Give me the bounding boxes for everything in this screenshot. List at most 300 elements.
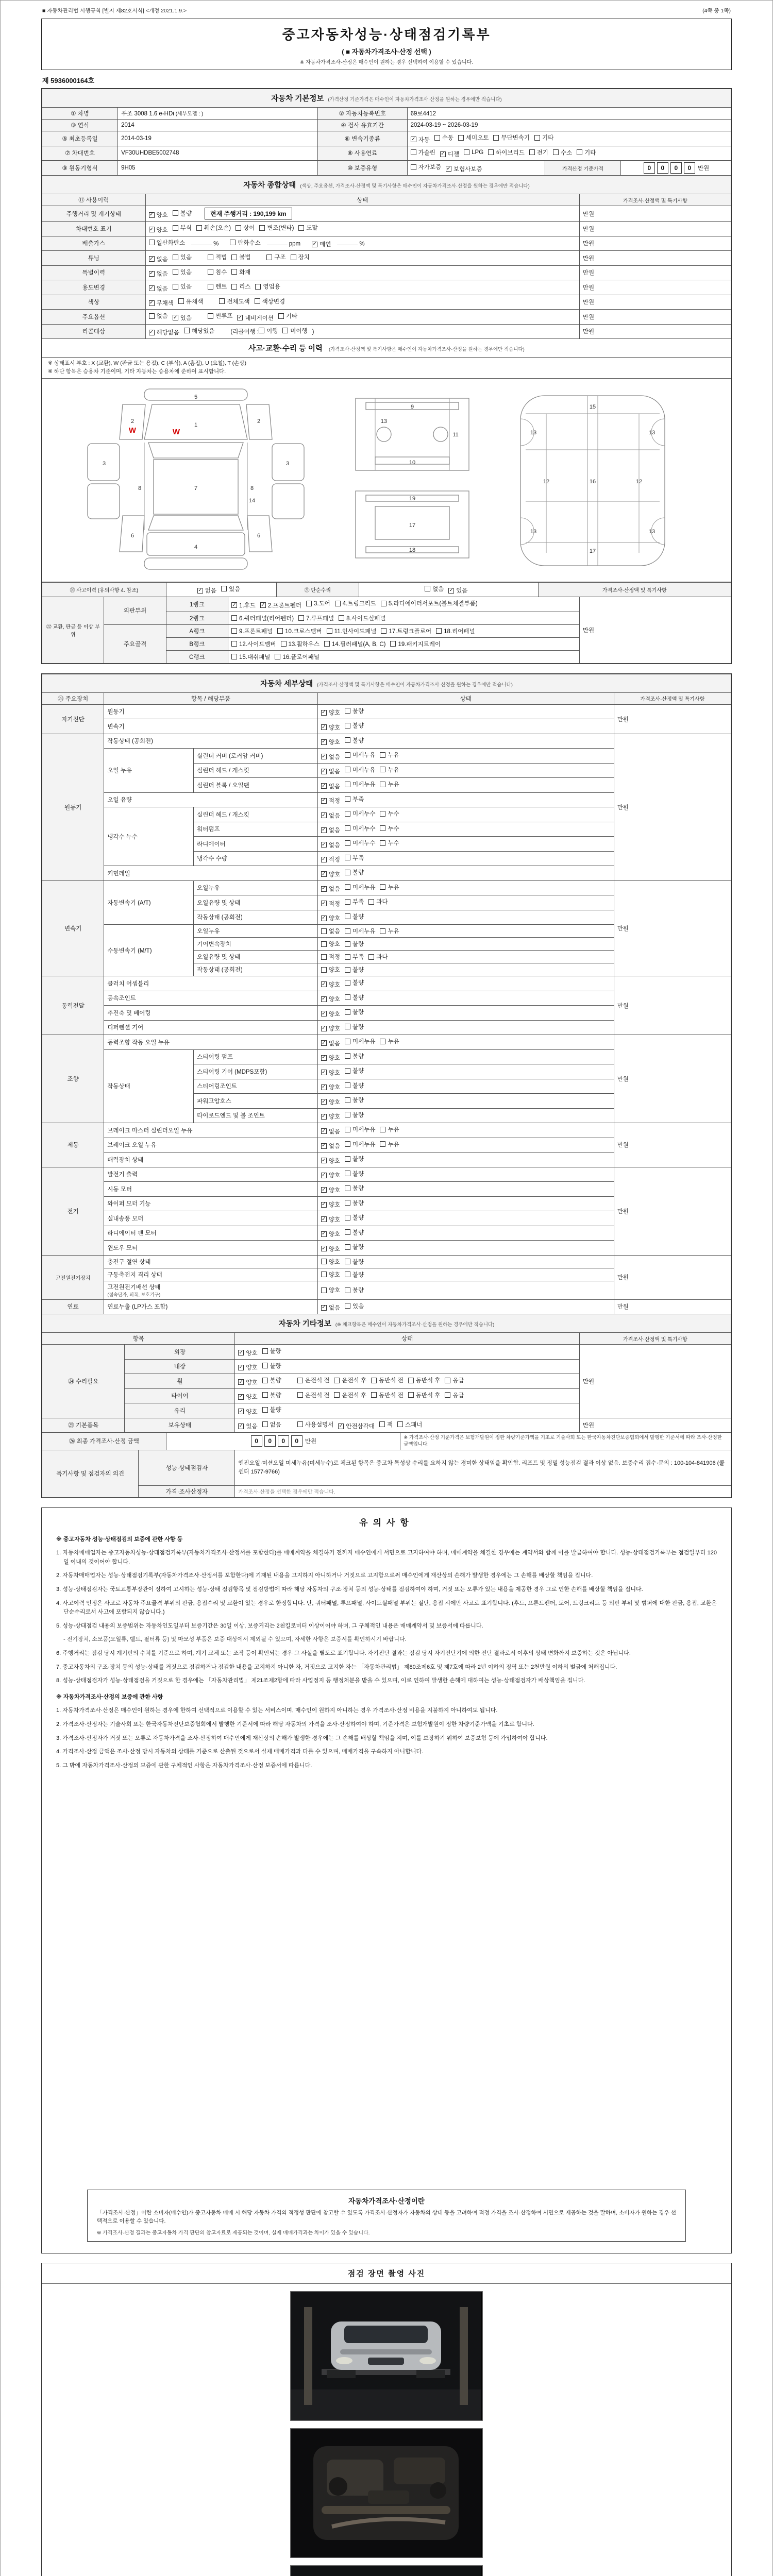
checkbox[interactable] — [297, 1391, 330, 1399]
checkbox[interactable] — [553, 148, 572, 157]
checkbox[interactable] — [381, 599, 478, 607]
checkbox[interactable] — [321, 1186, 340, 1194]
checkbox[interactable] — [321, 811, 340, 820]
checkbox[interactable] — [321, 1157, 340, 1165]
checkbox-box-icon — [231, 269, 237, 275]
checkbox[interactable] — [321, 1054, 340, 1062]
checkbox[interactable] — [345, 1125, 375, 1133]
checkbox[interactable] — [411, 163, 441, 171]
checkbox[interactable] — [149, 328, 179, 336]
value-cell — [579, 222, 731, 236]
checkbox[interactable] — [380, 751, 399, 759]
checkbox[interactable] — [380, 927, 399, 935]
checkbox[interactable] — [379, 1420, 393, 1429]
checkbox[interactable] — [259, 224, 294, 232]
checkbox[interactable] — [345, 927, 375, 935]
checkbox-box-icon — [345, 913, 350, 919]
checkbox[interactable] — [275, 653, 320, 661]
checkbox[interactable] — [345, 1286, 364, 1294]
cell-text: 주요골격 — [123, 641, 147, 648]
checkbox[interactable] — [345, 1037, 375, 1045]
checkbox[interactable] — [334, 1376, 366, 1384]
page-number: (4쪽 중 1쪽) — [702, 8, 731, 14]
checkbox[interactable] — [345, 1023, 364, 1031]
table-row — [42, 976, 731, 991]
checkbox[interactable] — [380, 780, 399, 788]
checkbox[interactable] — [208, 253, 227, 261]
cell-text: 연료 — [67, 1304, 79, 1311]
checkbox[interactable] — [321, 1215, 340, 1224]
checkbox-label: 있음 — [180, 255, 192, 261]
cell-text: 스티어링 기어 (MDPS포함) — [197, 1069, 267, 1075]
checkbox[interactable] — [321, 1286, 340, 1294]
value-cell — [235, 1359, 580, 1374]
checkbox[interactable] — [380, 1140, 399, 1148]
checkbox-label: 누유 — [388, 928, 399, 935]
checkbox[interactable] — [345, 1066, 364, 1075]
checkbox[interactable] — [345, 1111, 364, 1119]
checkbox[interactable] — [345, 751, 375, 759]
checkbox[interactable] — [238, 1422, 257, 1430]
value-cell — [317, 1299, 614, 1314]
checkbox[interactable] — [534, 133, 553, 142]
checkbox[interactable] — [219, 297, 249, 306]
checkbox[interactable] — [262, 1376, 281, 1384]
text: % — [359, 241, 365, 247]
checkbox[interactable] — [149, 239, 186, 247]
label-cell — [104, 624, 166, 663]
checkbox[interactable] — [321, 738, 340, 746]
label-cell — [42, 310, 146, 325]
checkbox[interactable] — [345, 1140, 375, 1148]
checkbox[interactable] — [298, 224, 317, 232]
text: 만원 — [303, 1438, 317, 1445]
checkbox[interactable] — [345, 721, 364, 730]
label-cell — [42, 194, 146, 206]
label-cell — [42, 1433, 166, 1450]
checkbox[interactable] — [345, 780, 375, 788]
checkbox[interactable] — [345, 1052, 364, 1060]
checkbox-label: 해당없음 — [156, 330, 179, 336]
overall-condition-table — [42, 175, 731, 339]
checkbox[interactable] — [238, 1363, 257, 1371]
checkbox[interactable] — [381, 627, 431, 635]
checkbox[interactable] — [577, 148, 596, 157]
checkbox[interactable] — [282, 327, 307, 335]
checkbox[interactable] — [321, 980, 340, 989]
checkbox[interactable] — [446, 165, 482, 173]
checkbox[interactable] — [260, 601, 301, 609]
section-note: (※ 체크항목은 매수인이 자동차가격조사·산정을 원하는 경우에만 적습니다) — [335, 1322, 495, 1328]
cell-text: 내장 — [174, 1364, 186, 1370]
checkbox[interactable] — [262, 1391, 281, 1399]
checkbox-box-icon — [255, 284, 261, 290]
checkbox[interactable] — [448, 586, 467, 595]
cell-text: 연료누출 (LP가스 포함) — [107, 1304, 168, 1311]
checkbox[interactable] — [321, 1039, 340, 1047]
checkbox[interactable] — [345, 1096, 364, 1104]
cell-text: 실내송풍 모터 — [107, 1215, 144, 1222]
checkbox[interactable] — [231, 627, 273, 635]
checkbox[interactable] — [238, 1349, 257, 1357]
cell-text: 만원 — [582, 270, 595, 277]
checkbox[interactable] — [262, 1347, 281, 1355]
checkbox[interactable] — [345, 839, 375, 847]
checkbox[interactable] — [321, 767, 340, 775]
checkbox-box-icon — [321, 1259, 327, 1264]
checkbox-label: 양호 — [328, 1011, 340, 1018]
checkbox[interactable] — [321, 841, 340, 849]
value-cell — [104, 1196, 317, 1211]
value-cell — [359, 582, 539, 597]
checkbox[interactable] — [321, 1098, 340, 1106]
checkbox[interactable] — [173, 209, 192, 217]
cell-text: 동력전달 — [61, 1003, 85, 1009]
cell-text: 가격조사·산정액 및 특기사항 — [602, 587, 667, 594]
checkbox[interactable] — [321, 1303, 340, 1312]
value-cell — [317, 1123, 614, 1138]
value-cell — [317, 1094, 614, 1109]
checkbox-label: 불량 — [352, 1229, 364, 1236]
checkbox[interactable] — [408, 1391, 441, 1399]
checkbox[interactable] — [380, 883, 399, 891]
checkbox[interactable] — [380, 766, 399, 774]
checkbox[interactable] — [306, 599, 330, 607]
value-cell — [317, 1006, 614, 1021]
cell-text: ⑧ 사용연료 — [347, 150, 378, 157]
value-cell — [579, 1345, 731, 1418]
checkbox[interactable] — [231, 601, 256, 609]
checkbox[interactable] — [321, 965, 340, 974]
checkbox[interactable] — [238, 1408, 257, 1416]
checkbox[interactable] — [335, 599, 376, 607]
checkbox[interactable] — [345, 993, 364, 1002]
checkbox[interactable] — [345, 824, 375, 833]
checkbox[interactable] — [262, 1405, 281, 1414]
checkbox-label: 양호 — [328, 1216, 340, 1223]
checkbox[interactable] — [255, 297, 285, 306]
checkbox[interactable] — [149, 284, 168, 293]
checkbox-label: 미세누유 — [352, 1039, 376, 1045]
checkbox[interactable] — [321, 885, 340, 893]
checkbox[interactable] — [231, 253, 250, 261]
checkbox[interactable] — [488, 148, 525, 157]
damage-mark: W — [128, 426, 137, 435]
checkbox[interactable] — [196, 224, 231, 232]
checkbox[interactable] — [345, 795, 364, 803]
label-cell — [42, 222, 146, 236]
checkbox[interactable] — [345, 1258, 364, 1266]
cell-text: 실린더 헤드 / 개스킷 — [197, 768, 249, 774]
checkbox[interactable] — [321, 900, 340, 908]
value-cell — [104, 1167, 317, 1182]
checkbox[interactable] — [445, 1391, 464, 1399]
checkbox[interactable] — [231, 653, 270, 661]
checkbox[interactable] — [345, 953, 364, 961]
blank-measure-field — [337, 239, 358, 245]
checkbox[interactable] — [321, 1083, 340, 1091]
checkbox-box-icon: ✓ — [322, 871, 326, 877]
checkbox[interactable] — [197, 586, 216, 595]
checkbox-box-icon — [262, 1407, 268, 1413]
checkbox[interactable] — [321, 826, 340, 834]
checkbox[interactable] — [178, 297, 203, 306]
checkbox[interactable] — [291, 253, 310, 261]
checkbox[interactable] — [321, 1270, 340, 1279]
checkbox[interactable] — [321, 1258, 340, 1266]
checkbox[interactable] — [149, 269, 168, 278]
checkbox[interactable] — [321, 1245, 340, 1253]
checkbox[interactable] — [380, 809, 399, 818]
checkbox[interactable] — [208, 282, 227, 291]
checkbox[interactable] — [321, 723, 340, 732]
checkbox-box-icon — [208, 284, 213, 290]
checkbox[interactable] — [371, 1376, 404, 1384]
checkbox[interactable] — [345, 1302, 364, 1310]
cell-text: 만원 — [582, 1378, 595, 1385]
checkbox[interactable] — [464, 149, 483, 156]
checkbox[interactable] — [345, 736, 364, 744]
checkbox[interactable] — [368, 953, 388, 961]
checkbox[interactable] — [425, 585, 444, 593]
checkbox[interactable] — [231, 282, 250, 291]
checkbox-box-icon — [380, 1141, 385, 1147]
checkbox[interactable] — [321, 1200, 340, 1209]
checkbox[interactable] — [529, 148, 548, 157]
value-cell — [579, 324, 731, 339]
checkbox[interactable] — [440, 150, 459, 158]
checkbox[interactable] — [345, 1184, 364, 1192]
cell-text: ※ 가격조사·산정 기준가격은 보험개발원이 정한 차량기준가액을 기초로 기술사회 또는 한국자동차진단보증협회에서 발행한 기준서에 따라 조사·산정한 금액입니다. — [404, 1435, 722, 1448]
checkbox[interactable] — [411, 135, 430, 144]
checkbox[interactable] — [321, 1230, 340, 1238]
checkbox[interactable] — [221, 585, 240, 593]
checkbox-box-icon — [282, 328, 288, 333]
checkbox[interactable] — [173, 224, 192, 232]
checkbox[interactable] — [436, 627, 475, 635]
checkbox[interactable] — [345, 897, 364, 906]
checkbox[interactable] — [173, 314, 192, 322]
cell-text: 배출가스 — [82, 241, 105, 247]
checkbox[interactable] — [297, 1376, 330, 1384]
cell-text: 가격·조사산정자 — [165, 1488, 208, 1495]
checkbox[interactable] — [262, 1420, 281, 1429]
checkbox-box-icon — [345, 767, 350, 772]
checkbox[interactable] — [321, 782, 340, 790]
label-cell — [42, 280, 146, 295]
checkbox[interactable] — [458, 133, 489, 142]
checkbox[interactable] — [380, 1037, 399, 1045]
checkbox[interactable] — [321, 1024, 340, 1032]
checkbox[interactable] — [345, 1270, 364, 1279]
checkbox-label: 미세누유 — [352, 782, 376, 788]
checkbox[interactable] — [345, 1081, 364, 1090]
checkbox[interactable] — [321, 1112, 340, 1121]
checkbox[interactable] — [231, 640, 276, 648]
checkbox[interactable] — [278, 312, 297, 320]
checkbox[interactable] — [149, 255, 168, 263]
checkbox-box-icon: ✓ — [322, 915, 326, 921]
checkbox[interactable] — [345, 854, 364, 862]
cell-text: 만원 — [617, 1275, 629, 1281]
checkbox[interactable] — [345, 707, 364, 715]
checkbox[interactable] — [380, 824, 399, 833]
value-cell — [579, 310, 731, 325]
checkbox[interactable] — [173, 253, 192, 261]
cell-text: 특기사항 및 점검자의 의견 — [56, 1471, 124, 1478]
checkbox-box-icon: ✓ — [322, 1304, 326, 1310]
label-cell — [317, 161, 407, 176]
checkbox[interactable] — [321, 1171, 340, 1179]
checkbox[interactable] — [321, 753, 340, 761]
notice-section — [41, 1507, 732, 2254]
checkbox[interactable] — [345, 1170, 364, 1178]
checkbox[interactable] — [277, 627, 322, 635]
checkbox[interactable] — [338, 1422, 375, 1430]
checkbox[interactable] — [266, 253, 285, 261]
checkbox-label: 변조(변타) — [267, 225, 294, 231]
checkbox[interactable] — [184, 327, 214, 335]
checkbox-box-icon — [334, 1378, 340, 1383]
checkbox[interactable] — [408, 1376, 441, 1384]
checkbox[interactable] — [173, 268, 192, 276]
cell-text: 2014 — [121, 122, 135, 128]
checkbox[interactable] — [321, 953, 340, 961]
checkbox[interactable] — [397, 1420, 422, 1429]
checkbox[interactable] — [238, 1378, 257, 1386]
checkbox[interactable] — [208, 268, 227, 276]
checkbox[interactable] — [321, 870, 340, 878]
checkbox-label: 양호 — [328, 941, 340, 947]
checkbox[interactable] — [208, 312, 232, 320]
checkbox[interactable] — [368, 897, 388, 906]
checkbox[interactable] — [345, 1213, 364, 1222]
checkbox[interactable] — [255, 282, 280, 291]
checkbox[interactable] — [321, 796, 340, 805]
checkbox-label: 있음 — [180, 315, 192, 321]
checkbox-label: 불량 — [352, 994, 364, 1001]
checkbox[interactable] — [281, 640, 320, 648]
checkbox-label: 12.사이드멤버 — [239, 641, 276, 648]
checkbox[interactable] — [334, 1391, 366, 1399]
checkbox[interactable] — [297, 1420, 334, 1429]
cell-text: 만원 — [582, 241, 595, 247]
checkbox[interactable] — [345, 883, 375, 891]
checkbox-label: 무단변속기 — [501, 135, 530, 141]
checkbox[interactable] — [236, 224, 255, 232]
checkbox[interactable] — [339, 614, 385, 622]
checkbox[interactable] — [380, 1125, 399, 1133]
checkbox[interactable] — [238, 1393, 257, 1401]
value-cell — [317, 1281, 614, 1299]
value-cell — [118, 146, 318, 161]
label-cell — [235, 1333, 580, 1345]
checkbox[interactable] — [231, 268, 250, 276]
checkbox[interactable] — [345, 1243, 364, 1251]
checkbox[interactable] — [380, 839, 399, 847]
checkbox[interactable] — [321, 1010, 340, 1018]
checkbox[interactable] — [259, 327, 278, 335]
checkbox[interactable] — [149, 211, 168, 219]
checkbox[interactable] — [321, 995, 340, 1003]
photo-front-lift-image — [291, 2292, 481, 2420]
cell-text: ⑩ 보증유형 — [347, 165, 378, 172]
checkbox[interactable] — [345, 1155, 364, 1163]
cell-text: 충전구 절연 상태 — [107, 1259, 151, 1265]
checkbox[interactable] — [173, 282, 192, 291]
checkbox-label: 양호 — [246, 1394, 258, 1400]
checkbox[interactable] — [371, 1391, 404, 1399]
checkbox[interactable] — [345, 940, 364, 948]
checkbox[interactable] — [237, 314, 274, 322]
cell-text: 타이어 — [171, 1393, 189, 1400]
checkbox[interactable] — [324, 640, 386, 648]
checkbox[interactable] — [345, 1008, 364, 1016]
checkbox[interactable] — [321, 940, 340, 948]
checkbox[interactable] — [231, 614, 294, 622]
checkbox[interactable] — [321, 708, 340, 717]
checkbox[interactable] — [149, 226, 168, 234]
checkbox[interactable] — [298, 614, 334, 622]
checkbox[interactable] — [327, 627, 377, 635]
value-cell — [194, 1094, 318, 1109]
label-cell — [166, 650, 228, 663]
checkbox[interactable] — [411, 148, 435, 157]
checkbox-box-icon — [345, 967, 350, 973]
checkbox[interactable] — [321, 914, 340, 922]
checkbox[interactable] — [345, 766, 375, 774]
checkbox[interactable] — [345, 965, 364, 974]
checkbox-box-icon — [434, 135, 440, 141]
checkbox[interactable] — [434, 133, 453, 142]
value-cell — [317, 1182, 614, 1197]
cell-text: 기어변속장치 — [197, 941, 231, 947]
checkbox[interactable] — [321, 927, 340, 935]
checkbox-box-icon — [553, 149, 559, 155]
checkbox-label: 없음 — [328, 754, 340, 760]
cell-text: 스티어링 펌프 — [197, 1054, 233, 1061]
checkbox[interactable] — [321, 855, 340, 863]
value-cell — [104, 1182, 317, 1197]
checkbox[interactable] — [262, 1362, 281, 1370]
checkbox-label: 적정 — [328, 798, 340, 804]
checkbox[interactable] — [321, 1069, 340, 1077]
part-number-label: 13 — [380, 418, 388, 425]
checkbox[interactable] — [493, 133, 530, 142]
checkbox[interactable] — [345, 1199, 364, 1207]
checkbox[interactable] — [149, 299, 174, 307]
checkbox-box-icon — [266, 255, 272, 260]
text: ppm — [289, 241, 301, 247]
checkbox[interactable] — [390, 640, 441, 648]
checkbox[interactable] — [321, 1127, 340, 1136]
checkbox[interactable] — [345, 1228, 364, 1236]
checkbox-label: 없음 — [205, 588, 217, 594]
checkbox[interactable] — [345, 912, 364, 921]
value-cell — [614, 976, 731, 1035]
checkbox[interactable] — [345, 809, 375, 818]
checkbox[interactable] — [345, 868, 364, 876]
checkbox[interactable] — [321, 1142, 340, 1150]
checkbox[interactable] — [230, 239, 260, 247]
checkbox[interactable] — [345, 978, 364, 987]
checkbox[interactable] — [312, 240, 331, 248]
checkbox[interactable] — [149, 312, 168, 320]
checkbox-box-icon — [297, 1378, 303, 1383]
checkbox[interactable] — [445, 1376, 464, 1384]
checkbox-box-icon — [149, 240, 155, 245]
label-cell — [42, 1123, 104, 1167]
